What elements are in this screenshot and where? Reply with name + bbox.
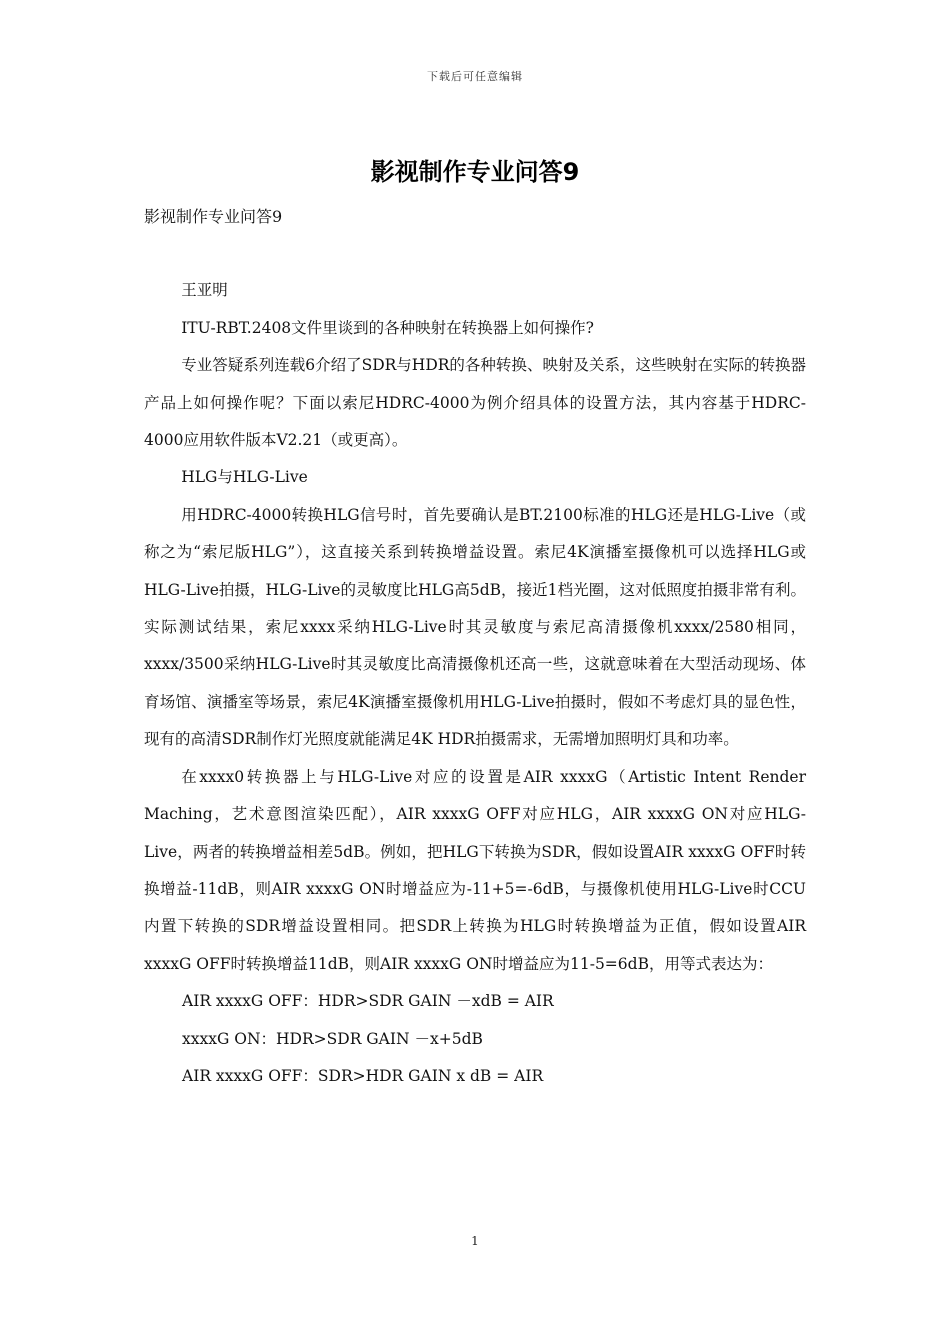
author-line: 王亚明 — [181, 281, 228, 300]
document-body — [144, 198, 806, 1095]
equation-line: xxxxG ON：HDR>SDR GAIN －x+5dB — [182, 1029, 483, 1048]
blank-line — [144, 235, 806, 272]
hlg-paragraph: 用HDRC-4000转换HLG信号时，首先要确认是BT.2100标准的HLG还是HLG-Live（或称之为“索尼版HLG”），这直接关系到转换增益设置。索尼4K演播室摄像机可以选择HLG或HLG-Live拍摄，HLG-Live的灵敏度比HLG高5dB，接近1档光圈，这对低照度拍摄非常有利。实际测试结果，索尼xxxx采纳HLG-Live时其灵敏度与索尼高清摄像机xxxx/2580相同，xxxx/3500采纳HLG-Live时其灵敏度比高清摄像机还高一些，这就意味着在大型活动现场、体育场馆、演播室等场景，索尼4K演播室摄像机用HLG-Live拍摄时，假如不考虑灯具的显色性，现有的高清SDR制作灯光照度就能满足4K HDR拍摄需求，无需增加照明灯具和功率。 — [144, 505, 806, 749]
air-paragraph: 在xxxx0转换器上与HLG-Live对应的设置是AIR xxxxG（Artistic Intent Render Maching，艺术意图渲染匹配），AIR xxxxG OFF对应HLG，AIR xxxxG ON对应HLG-Live，两者的转换增益相差5dB。例如，把HLG下转换为SDR，假如设置AIR xxxxG OFF时转换增益-11dB，则AIR xxxxG ON时增益应为-11+5=-6dB，与摄像机使用HLG-Live时CCU内置下转换的SDR增益设置相同。把SDR上转换为HLG时转换增益为正值，假如设置AIR xxxxG OFF时转换增益11dB，则AIR xxxxG ON时增益应为11-5=6dB，用等式表达为： — [144, 767, 806, 973]
document-subtitle: 影视制作专业问答9 — [144, 207, 283, 226]
intro-paragraph: 专业答疑系列连载6介绍了SDR与HDR的各种转换、映射及关系，这些映射在实际的转换器产品上如何操作呢？下面以索尼HDRC-4000为例介绍具体的设置方法，其内容基于HDRC-4000应用软件版本V2.21（或更高）。 — [144, 356, 806, 450]
equation-line: AIR xxxxG OFF：HDR>SDR GAIN －xdB = AIR — [182, 992, 554, 1011]
header-note: 下载后可任意编辑 — [427, 70, 523, 83]
page-number: 1 — [471, 1234, 479, 1248]
section-heading: HLG与HLG-Live — [181, 468, 308, 487]
equation-line: AIR xxxxG OFF：SDR>HDR GAIN x dB = AIR — [182, 1066, 544, 1085]
document-title: 影视制作专业问答9 — [370, 158, 580, 186]
question-line: ITU-RBT.2408文件里谈到的各种映射在转换器上如何操作? — [181, 318, 594, 337]
